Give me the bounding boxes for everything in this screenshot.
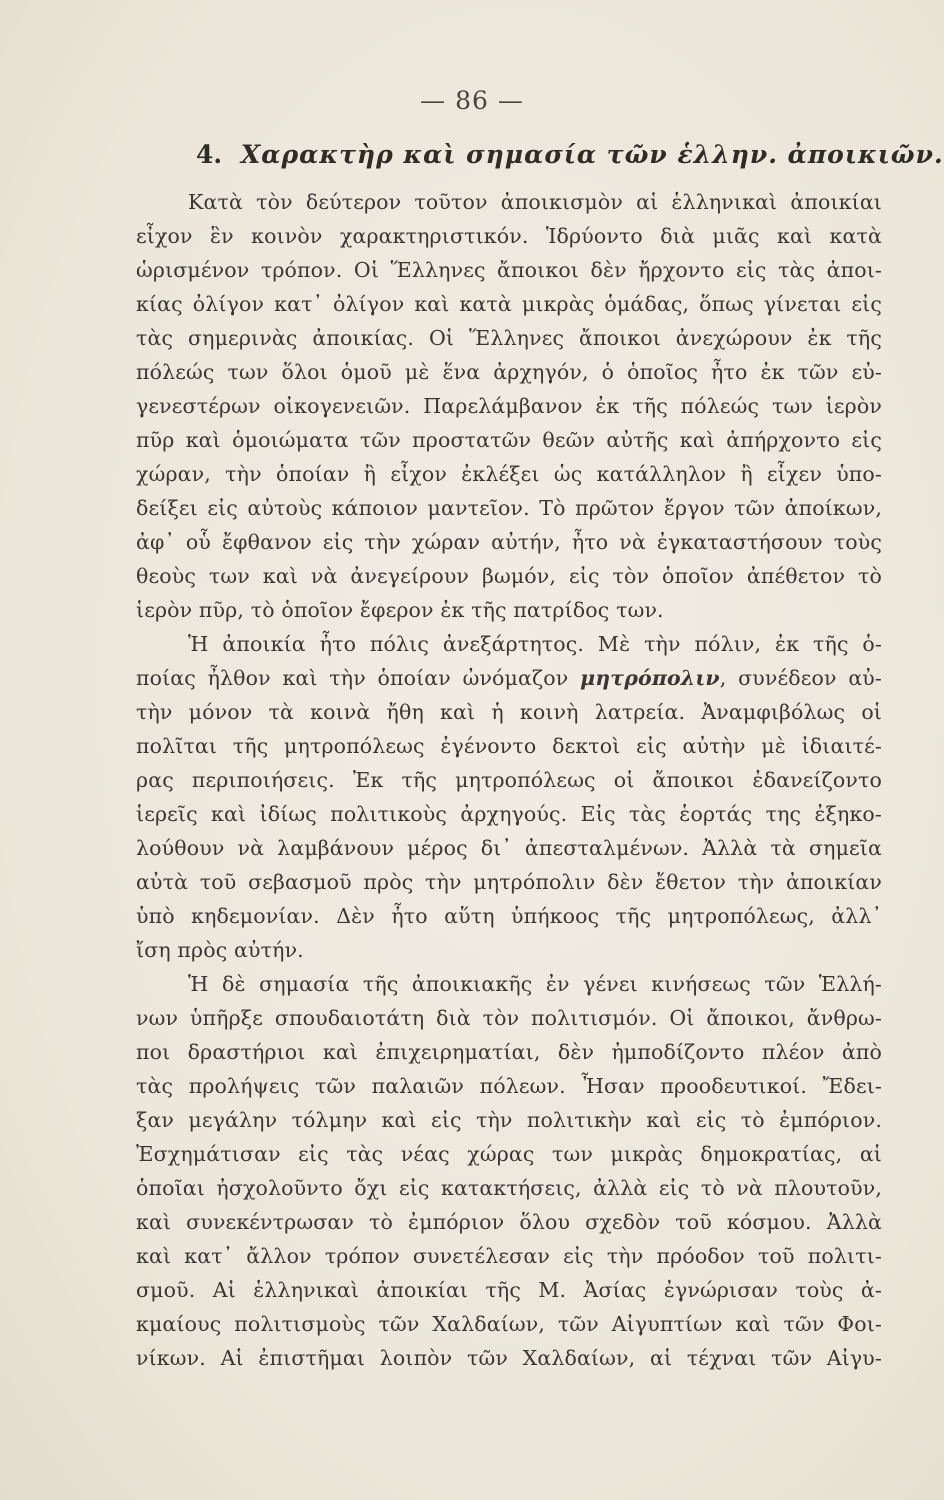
text-line: κίας ὀλίγον κατ᾿ ὀλίγον καὶ κατὰ μικρὰς ὁμάδας, ὅπως γίνεται εἰς [136, 292, 882, 316]
text-line: Ἡ ἀποικία ἦτο πόλις ἀνεξάρτητος. Μὲ τὴν πόλιν, ἐκ τῆς ὁ- [188, 632, 882, 656]
text-line: ἱερὸν πῦρ, τὸ ὁποῖον ἔφερον ἐκ τῆς πατρίδος των. [136, 598, 664, 622]
text-line: ἱερεῖς καὶ ἰδίως πολιτικοὺς ἀρχηγούς. Εἰς τὰς ἑορτάς της ἐξηκο- [136, 802, 882, 826]
text-line: τὰς σημερινὰς ἀποικίας. Οἱ Ἕλληνες ἄποικοι ἀνεχώρουν ἐκ τῆς [136, 326, 882, 350]
text-line: πόλεώς των ὅλοι ὁμοῦ μὲ ἕνα ἀρχηγόν, ὁ ὁποῖος ἦτο ἐκ τῶν εὐ- [136, 360, 882, 384]
text-line: ὑπὸ κηδεμονίαν. Δὲν ἦτο αὕτη ὑπήκοος τῆς μητροπόλεως, ἀλλ᾿ [136, 904, 882, 928]
text-line: τὴν μόνον τὰ κοινὰ ἤθη καὶ ἡ κοινὴ λατρεία. Ἀναμφιβόλως οἱ [136, 700, 882, 724]
text-line: θεοὺς των καὶ νὰ ἀνεγείρουν βωμόν, εἰς τὸν ὁποῖον ἀπέθετον τὸ [136, 564, 882, 588]
text-line: ἀφ᾿ οὗ ἔφθανον εἰς τὴν χώραν αὐτήν, ἦτο νὰ ἐγκαταστήσουν τοὺς [136, 530, 882, 554]
text-segment: ποίας ἦλθον καὶ τὴν ὁποίαν ὠνόμαζον [136, 666, 581, 690]
body-text [136, 185, 882, 1375]
text-line: τὰς προλήψεις τῶν παλαιῶν πόλεων. Ἦσαν προοδευτικοί. Ἔδει- [136, 1074, 882, 1098]
text-line: ἴση πρὸς αὐτήν. [136, 938, 304, 962]
text-line [136, 661, 882, 695]
emphasized-term: μητρόπολιν [580, 666, 720, 690]
section-number: 4. [196, 140, 223, 169]
text-line: ὡρισμένον τρόπον. Οἱ Ἕλληνες ἄποικοι δὲν ἤρχοντο εἰς τὰς ἀποι- [136, 258, 882, 282]
text-line: ποι δραστήριοι καὶ ἐπιχειρηματίαι, δὲν ἠμποδίζοντο πλέον ἀπὸ [136, 1040, 882, 1064]
text-line: αὐτὰ τοῦ σεβασμοῦ πρὸς τὴν μητρόπολιν δὲν ἔθετον τὴν ἀποικίαν [136, 870, 882, 894]
text-line: καὶ κατ᾿ ἄλλον τρόπον συνετέλεσαν εἰς τὴν πρόοδον τοῦ πολιτι- [136, 1244, 882, 1268]
text-line: χώραν, τὴν ὁποίαν ἢ εἶχον ἐκλέξει ὡς κατάλληλον ἢ εἶχεν ὑπο- [136, 462, 882, 486]
text-line: πολῖται τῆς μητροπόλεως ἐγένοντο δεκτοὶ εἰς αὐτὴν μὲ ἰδιαιτέ- [136, 734, 882, 758]
text-line: νων ὑπῆρξε σπουδαιοτάτη διὰ τὸν πολιτισμόν. Οἱ ἄποικοι, ἄνθρω- [136, 1006, 882, 1030]
text-line: Ἐσχημάτισαν εἰς τὰς νέας χώρας των μικρὰς δημοκρατίας, αἱ [136, 1142, 882, 1166]
text-line: κμαίους πολιτισμοὺς τῶν Χαλδαίων, τῶν Αἰγυπτίων καὶ τῶν Φοι- [136, 1312, 882, 1336]
text-line: Ἡ δὲ σημασία τῆς ἀποικιακῆς ἐν γένει κινήσεως τῶν Ἑλλή- [188, 972, 882, 996]
text-line: σμοῦ. Αἱ ἑλληνικαὶ ἀποικίαι τῆς Μ. Ἀσίας ἐγνώρισαν τοὺς ἀ- [136, 1278, 882, 1302]
text-line: δείξει εἰς αὐτοὺς κάποιον μαντεῖον. Τὸ πρῶτον ἔργον τῶν ἀποίκων, [136, 496, 882, 520]
text-line: γενεστέρων οἰκογενειῶν. Παρελάμβανον ἐκ τῆς πόλεώς των ἱερὸν [136, 394, 882, 418]
text-line: πῦρ καὶ ὁμοιώματα τῶν προστατῶν θεῶν αὐτῆς καὶ ἀπήρχοντο εἰς [136, 428, 882, 452]
page-number: — 86 — [420, 86, 524, 115]
text-segment: , συνέδεον αὐ- [719, 666, 882, 690]
text-line: Κατὰ τὸν δεύτερον τοῦτον ἀποικισμὸν αἱ ἑλληνικαὶ ἀποικίαι [188, 190, 882, 214]
text-line: ὁποῖαι ἠσχολοῦντο ὄχι εἰς κατακτήσεις, ἀλλὰ εἰς τὸ νὰ πλουτοῦν, [136, 1176, 882, 1200]
text-line: καὶ συνεκέντρωσαν τὸ ἐμπόριον ὅλου σχεδὸν τοῦ κόσμου. Ἀλλὰ [136, 1210, 882, 1234]
text-line: νίκων. Αἱ ἐπιστῆμαι λοιπὸν τῶν Χαλδαίων, αἱ τέχναι τῶν Αἰγυ- [136, 1346, 882, 1370]
section-title: Χαρακτὴρ καὶ σημασία τῶν ἑλλην. ἀποικιῶν. [240, 140, 944, 169]
text-line: ρας περιποιήσεις. Ἐκ τῆς μητροπόλεως οἱ ἄποικοι ἐδανείζοντο [136, 768, 882, 792]
text-line: εἶχον ἓν κοινὸν χαρακτηριστικόν. Ἱδρύοντο διὰ μιᾶς καὶ κατὰ [136, 224, 882, 248]
text-line: λούθουν νὰ λαμβάνουν μέρος δι᾿ ἀπεσταλμένων. Ἀλλὰ τὰ σημεῖα [136, 836, 882, 860]
section-heading [196, 140, 944, 169]
text-line: ξαν μεγάλην τόλμην καὶ εἰς τὴν πολιτικὴν καὶ εἰς τὸ ἐμπόριον. [136, 1108, 882, 1132]
